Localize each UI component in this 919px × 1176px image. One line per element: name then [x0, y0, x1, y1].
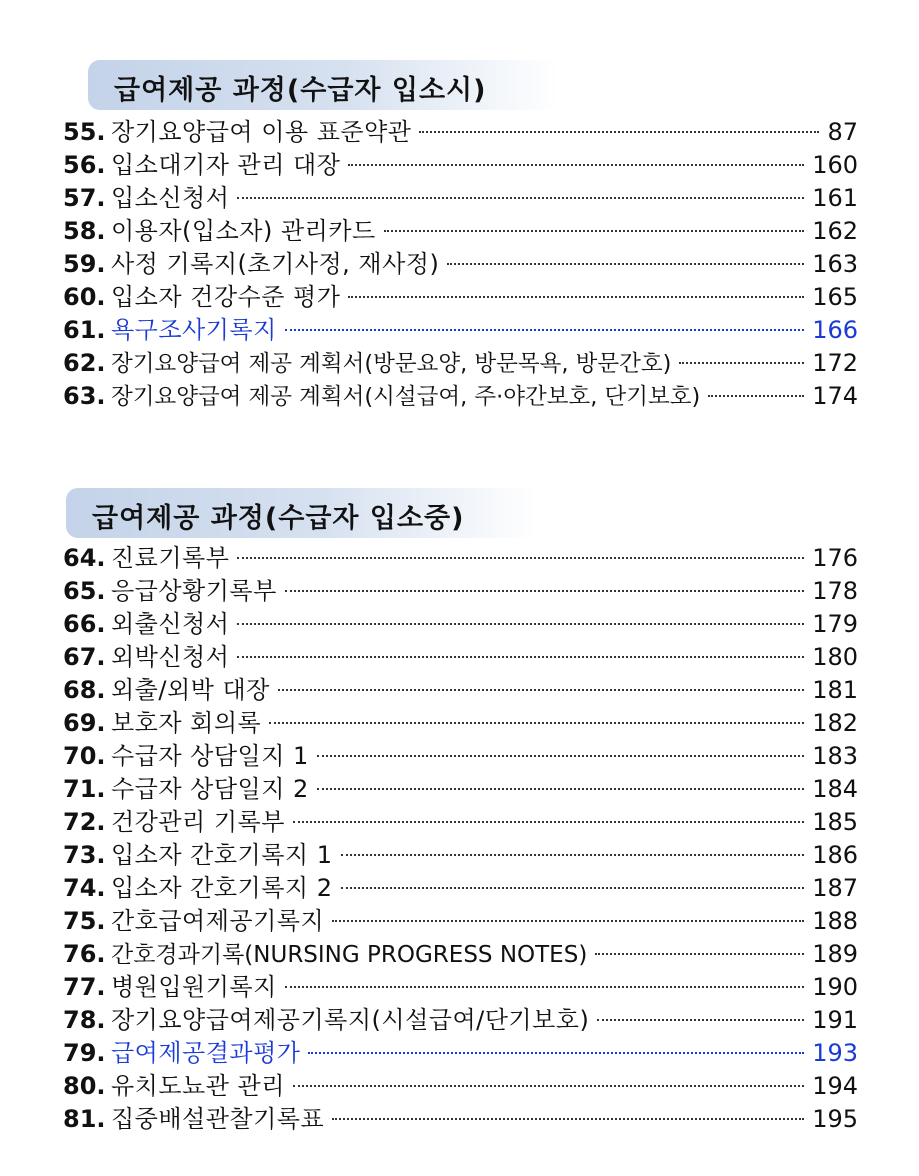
entry-number: 70.: [63, 742, 106, 770]
entry-number: 71.: [63, 775, 106, 803]
toc-entry-70[interactable]: [63, 740, 858, 773]
entry-page: 188: [812, 907, 858, 935]
entry-number: 79.: [63, 1039, 106, 1067]
entry-number: 68.: [63, 676, 106, 704]
entry-page: 161: [812, 184, 858, 212]
entry-title: 입소자 간호기록지 1: [111, 841, 333, 869]
entry-number: 81.: [63, 1105, 106, 1133]
entry-title: 수급자 상담일지 2: [111, 775, 309, 803]
dot-leader: [341, 854, 805, 856]
dot-leader: [332, 920, 804, 922]
dot-leader: [308, 1052, 804, 1054]
dot-leader: [269, 722, 804, 724]
entry-number: 67.: [63, 643, 106, 671]
entry-title: 입소대기자 관리 대장: [111, 151, 341, 179]
entry-number: 78.: [63, 1006, 106, 1034]
entry-number: 56.: [63, 151, 106, 179]
toc-entry-55[interactable]: [63, 116, 858, 149]
toc-entry-71[interactable]: [63, 773, 858, 806]
entry-title: 외출신청서: [111, 610, 230, 638]
toc-entry-58[interactable]: [63, 215, 858, 248]
toc-entry-68[interactable]: [63, 674, 858, 707]
entry-number: 58.: [63, 217, 106, 245]
dot-leader: [237, 197, 804, 199]
entry-number: 75.: [63, 907, 106, 935]
toc-entry-57[interactable]: [63, 182, 858, 215]
entry-number: 55.: [63, 118, 106, 146]
entry-number: 65.: [63, 577, 106, 605]
toc-entry-78[interactable]: [63, 1004, 858, 1037]
entry-page: 181: [812, 676, 858, 704]
dot-leader: [293, 1085, 804, 1087]
entry-number: 76.: [63, 940, 106, 968]
entry-page: 195: [812, 1105, 858, 1133]
dot-leader: [237, 623, 804, 625]
entry-title: 외박신청서: [111, 643, 230, 671]
dot-leader: [708, 395, 804, 397]
entry-title: 진료기록부: [111, 544, 230, 572]
entry-title: 입소자 간호기록지 2: [111, 874, 333, 902]
toc-entry-76[interactable]: [63, 938, 858, 971]
toc-section-admission: [0, 60, 919, 413]
entry-title: 유치도뇨관 관리: [111, 1072, 285, 1100]
dot-leader: [285, 329, 804, 331]
entry-page: 184: [812, 775, 858, 803]
section-title: 급여제공 과정(수급자 입소중): [92, 503, 465, 534]
entry-page: 191: [812, 1006, 858, 1034]
entry-number: 80.: [63, 1072, 106, 1100]
toc-entry-64[interactable]: [63, 542, 858, 575]
entry-page: 163: [812, 250, 858, 278]
entry-title: 병원입원기록지: [111, 973, 277, 1001]
dot-leader: [595, 953, 804, 955]
dot-leader: [278, 689, 804, 691]
toc-list: [0, 116, 919, 413]
dot-leader: [237, 557, 804, 559]
toc-entry-56[interactable]: [63, 149, 858, 182]
entry-page: 178: [812, 577, 858, 605]
toc-entry-67[interactable]: [63, 641, 858, 674]
entry-number: 77.: [63, 973, 106, 1001]
entry-page: 172: [812, 349, 858, 377]
dot-leader: [348, 164, 804, 166]
toc-entry-72[interactable]: [63, 806, 858, 839]
entry-page: 189: [812, 940, 858, 968]
entry-title: 사정 기록지(초기사정, 재사정): [111, 250, 440, 278]
entry-number: 74.: [63, 874, 106, 902]
entry-number: 63.: [63, 382, 106, 410]
entry-title: 입소신청서: [111, 184, 230, 212]
entry-page: 179: [812, 610, 858, 638]
toc-entry-63[interactable]: [63, 380, 858, 413]
toc-entry-61[interactable]: [63, 314, 858, 347]
toc-entry-74[interactable]: [63, 872, 858, 905]
toc-entry-80[interactable]: [63, 1070, 858, 1103]
section-banner: [66, 488, 536, 538]
dot-leader: [293, 821, 804, 823]
entry-number: 61.: [63, 316, 106, 344]
entry-title: 이용자(입소자) 관리카드: [111, 217, 376, 245]
entry-page: 180: [812, 643, 858, 671]
dot-leader: [237, 656, 804, 658]
dot-leader: [332, 1118, 804, 1120]
dot-leader: [285, 986, 804, 988]
dot-leader: [317, 755, 804, 757]
dot-leader: [447, 263, 804, 265]
dot-leader: [679, 362, 804, 364]
section-title: 급여제공 과정(수급자 입소시): [114, 75, 487, 106]
entry-number: 69.: [63, 709, 106, 737]
entry-number: 60.: [63, 283, 106, 311]
entry-number: 73.: [63, 841, 106, 869]
toc-entry-73[interactable]: [63, 839, 858, 872]
entry-number: 64.: [63, 544, 106, 572]
toc-entry-60[interactable]: [63, 281, 858, 314]
dot-leader: [419, 131, 819, 133]
entry-number: 66.: [63, 610, 106, 638]
entry-title: 장기요양급여 제공 계획서(방문요양, 방문목욕, 방문간호): [111, 351, 672, 377]
entry-page: 183: [812, 742, 858, 770]
toc-entry-77[interactable]: [63, 971, 858, 1004]
entry-title: 응급상황기록부: [111, 577, 277, 605]
entry-page: 186: [812, 841, 858, 869]
entry-page: 176: [812, 544, 858, 572]
entry-title: 입소자 건강수준 평가: [111, 283, 341, 311]
dot-leader: [348, 296, 804, 298]
entry-title: 간호급여제공기록지: [111, 907, 325, 935]
entry-title: 외출/외박 대장: [111, 676, 270, 704]
toc-entry-59[interactable]: [63, 248, 858, 281]
entry-title: 장기요양급여 제공 계획서(시설급여, 주·야간보호, 단기보호): [111, 384, 701, 410]
toc-entry-65[interactable]: [63, 575, 858, 608]
entry-page: 182: [812, 709, 858, 737]
entry-number: 57.: [63, 184, 106, 212]
dot-leader: [317, 788, 804, 790]
entry-number: 72.: [63, 808, 106, 836]
toc-entry-66[interactable]: [63, 608, 858, 641]
toc-entry-69[interactable]: [63, 707, 858, 740]
entry-page: 190: [812, 973, 858, 1001]
entry-page-link[interactable]: 166: [812, 316, 858, 344]
entry-number: 59.: [63, 250, 106, 278]
entry-page: 185: [812, 808, 858, 836]
dot-leader: [597, 1019, 804, 1021]
entry-title: 장기요양급여 이용 표준약관: [111, 118, 412, 146]
dot-leader: [384, 230, 804, 232]
entry-page: 194: [812, 1072, 858, 1100]
entry-page: 162: [812, 217, 858, 245]
entry-title: 집중배설관찰기록표: [111, 1105, 325, 1133]
entry-page: 160: [812, 151, 858, 179]
entry-title: 수급자 상담일지 1: [111, 742, 309, 770]
entry-page-link[interactable]: 193: [812, 1039, 858, 1067]
entry-title-link[interactable]: 급여제공결과평가: [111, 1039, 301, 1067]
entry-page: 165: [812, 283, 858, 311]
entry-page: 87: [827, 118, 858, 146]
entry-title: 장기요양급여제공기록지(시설급여/단기보호): [111, 1006, 590, 1034]
entry-number: 62.: [63, 349, 106, 377]
entry-title: 간호경과기록(NURSING PROGRESS NOTES): [111, 942, 588, 968]
dot-leader: [285, 590, 804, 592]
entry-title: 건강관리 기록부: [111, 808, 285, 836]
entry-page: 174: [812, 382, 858, 410]
entry-title-link[interactable]: 욕구조사기록지: [111, 316, 277, 344]
dot-leader: [341, 887, 805, 889]
toc-section-stay: [0, 488, 919, 1136]
toc-entry-75[interactable]: [63, 905, 858, 938]
toc-entry-81[interactable]: [63, 1103, 858, 1136]
toc-entry-62[interactable]: [63, 347, 858, 380]
entry-page: 187: [812, 874, 858, 902]
toc-entry-79[interactable]: [63, 1037, 858, 1070]
toc-list: [0, 542, 919, 1136]
section-banner: [88, 60, 558, 110]
entry-title: 보호자 회의록: [111, 709, 262, 737]
